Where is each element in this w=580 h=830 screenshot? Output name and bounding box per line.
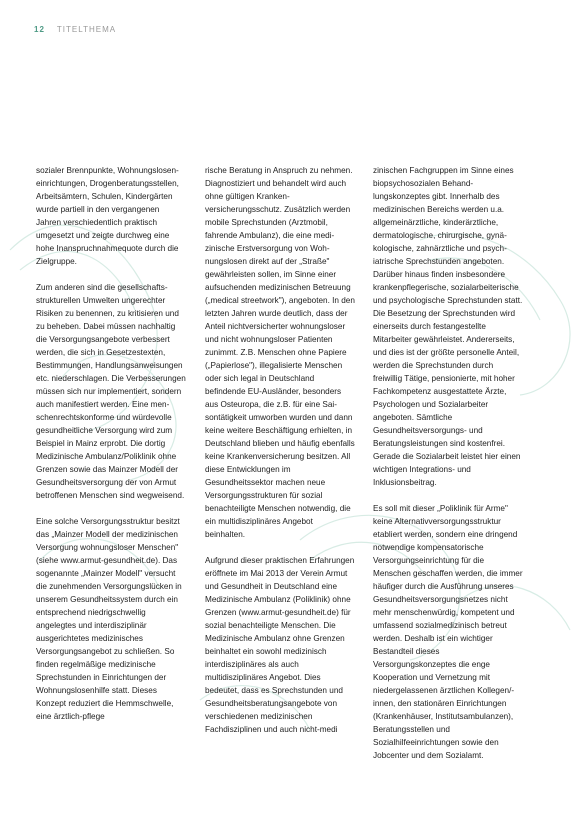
paragraph: sozialer Brennpunkte, Wohnungsloseneinrichtungen, Drogenberatungsstellen, Arbeitsämtern, Schulen, Kindergärten wurde partiell in den vergangenen Jahren verschiedentlich praktisch umgesetzt und zeigte durchweg eine hohe Inanspruchnahmequote durch die Zielgruppe.	[36, 166, 179, 266]
paragraph: Aufgrund dieser praktischen Erfahrungen eröffnete im Mai 2013 der Verein Armut und Gesundheit in Deutschland eine Medizinische Ambulanz (Poliklinik) ohne Grenzen (www.armut-gesundheit.de) für sozial benachteiligte Menschen. Die Medizinische Ambulanz ohne Grenzen beinhaltet ein sowohl medizinisch interdisziplinäres als auch multidisziplinäres Angebot. Dies bedeutet, dass es Sprechstunden und Gesundheitsberatungsangebote von verschiedenen medizinischen Fachdisziplinen und auch nicht-medi	[205, 556, 355, 734]
paragraph: rische Beratung in Anspruch zu nehmen. Diagnostiziert und behandelt wird auch ohne gültigen Krankenversicherungsschutz. Zusätzlich werden mobile Sprechstunden (Arztmobil, fahrende Ambulanz), die eine medizinische Erstversorgung von Wohnungslosen direkt auf der „Straße" gewährleisten sollen, im Sinne einer aufsuchenden medizinischen Betreuung („medical streetwork"), angeboten. In den letzten Jahren wurde deutlich, dass der Anteil nichtversicherter wohnungsloser und nicht wohnungsloser Patienten zunimmt. Z.B. Menschen ohne Papiere („Papierlose"), illegalisierte Menschen oder sich legal in Deutschland befindende EU-Ausländer, besonders aus Osteuropa, die z.B. für eine Saisontätigkeit umworben wurden und dann keine weitere Beschäftigung erhielten, in Deutschland blieben und häufig ebenfalls keine Krankenversicherung besitzen. All diese Entwicklungen im Gesundheitssektor machen neue Versorgungsstrukturen für sozial benachteiligte Menschen notwendig, die ein multidisziplinäres Angebot beinhalten.	[205, 166, 355, 539]
section-title: TITELTHEMA	[56, 25, 117, 34]
text-column-1	[36, 164, 186, 736]
paragraph: Eine solche Versorgungsstruktur besitzt das „Mainzer Modell der medizinischen Versorgung wohnungsloser Menschen" (siehe www.armut-gesundheit.de). Das sogenannte „Mainzer Modell" versucht die zunehmenden Versorgungslücken in unserem Gesundheitssystem durch ein entsprechend niedrigschwellig angelegtes und interdisziplinär ausgerichtetes medizinisches Versorgungsangebot zu schließen. So finden regelmäßige medizinische Sprechstunden in Einrichtungen der Wohnungslosenhilfe statt. Dieses Konzept reduziert die Hemmschwelle, eine ärztlich-pflege	[36, 517, 182, 721]
paragraph: zinischen Fachgruppen im Sinne eines biopsychosozialen Behandlungskonzeptes gibt. Innerhalb des medizinischen Bereichs werden u.a. allgemeinärztliche, kinderärztliche, dermatologische, chirurgische, gynäkologische, zahnärztliche und psychiatrische Sprechstunden angeboten. Darüber hinaus finden insbesondere krankenpflegerische, sozialarbeiterische und psychologische Sprechstunden statt. Die Besetzung der Sprechstunden wird einerseits durch festangestellte Mitarbeiter gewährleistet. Andererseits, und dies ist der größte personelle Anteil, werden die Sprechstunden durch freiwillig Tätige, pensionierte, mit hoher Fachkompetenz ausgestattete Ärzte, Psychologen und Sozialarbeiter angeboten. Sämtliche Gesundheitsversorgungs- und Beratungsleistungen sind kostenfrei. Gerade die Sozialarbeit leistet hier einen wichtigen Integrations- und Inklusionsbeitrag.	[373, 166, 523, 487]
page-number: 12	[34, 25, 45, 34]
paragraph: Es soll mit dieser „Poliklinik für Arme" keine Alternativversorgungsstruktur etabliert werden, sondern eine dringend notwendige kompensatorische Versorgungseinrichtung für die Menschen geschaffen werden, die immer häufiger durch die Ausführung unseres Gesundheitsversorgungsnetzes nicht mehr menschenwürdig, kompetent und umfassend sozialmedizinisch betreut werden. Deshalb ist ein wichtiger Bestandteil dieses Versorgungskonzeptes die enge Kooperation und Vernetzung mit niedergelassenen ärztlichen Kollegen/-innen, den stationären Einrichtungen (Krankenhäuser, Institutsambulanzen), Beratungsstellen und Sozialhilfeeinrichtungen sowie den Jobcenter und dem Sozialamt.	[373, 504, 523, 760]
text-column-2	[205, 164, 355, 749]
text-column-3	[373, 164, 523, 775]
page-header	[34, 25, 116, 34]
paragraph: Zum anderen sind die gesellschaftsstrukturellen Umwelten ungerechter Risiken zu benennen, zu kritisieren und zu beheben. Dabei müssen nachhaltig die Versorgungsangebote verbessert werden, die sich in Gesetzestexten, Bestimmungen, Handlungsanweisungen etc. niederschlagen. Die Verbesserungen müssen sich nur implementiert, sondern auch manifestiert werden. Eine menschenrechtskonforme und würdevolle gesundheitliche Versorgung wird zum Beispiel in Mainz erprobt. Die dortig Medizinische Ambulanz/Poliklinik ohne Grenzen sowie das Mainzer Modell der Gesundheitsversorgung der von Armut betroffenen Menschen sind wegweisend.	[36, 283, 186, 500]
